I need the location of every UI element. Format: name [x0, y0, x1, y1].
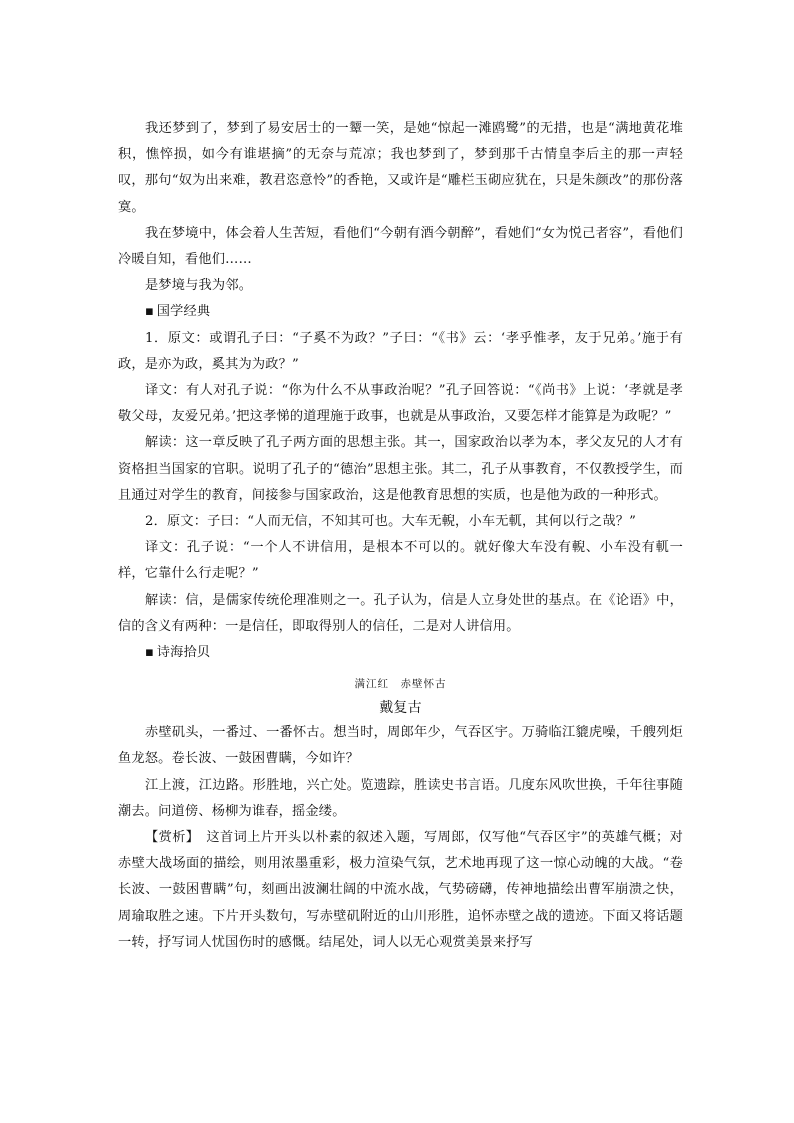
paragraph-translation-2: 译文：孔子说：“一个人不讲信用，是根本不可以的。就好像大车没有輗、小车没有軏一样，它靠什么行走呢？” [118, 540, 683, 582]
appreciation-paragraph: 【赏析】 这首词上片开头以朴素的叙述入题，写周郎，仅写他“气吞区宇”的英雄气概；对赤壁大战场面的描绘，则用浓墨重彩，极力渲染气氛，艺术地再现了这一惊心动魄的大战。“卷长波、一鼓困曹瞒”句，刻画出波澜壮阔的中流水战，气势磅礴，传神地描绘出曹军崩溃之快，周瑜取胜之速。下片开头数句，写赤壁矶附近的山川形胜，追怀赤壁之战的遗迹。下面又将话题一转，抒写词人忧国伤时的感慨。结尾处，词人以无心观赏美景来抒写 [118, 830, 683, 950]
section-heading-poetry-text: 诗海拾贝 [156, 645, 211, 661]
paragraph-translation-1: 译文：有人对孔子说：“你为什么不从事政治呢？”孔子回答说：“《尚书》上说：‘孝就是孝敬父母，友爱兄弟。’把这孝悌的道理施于政事，也就是从事政治，又要怎样才能算是为政呢？” [118, 383, 683, 425]
poem-stanza-1: 赤壁矶头，一番过、一番怀古。想当时，周郎年少，气吞区宇。万骑临江貔虎噪，千艘列炬鱼龙怒。卷长波、一鼓困曹瞒，今如许？ [118, 725, 683, 767]
section-heading-poetry [118, 640, 683, 666]
paragraph-original-1: 1．原文：或谓孔子曰：“子奚不为政？”子曰：“《书》云：‘孝乎惟孝，友于兄弟。’施于有政，是亦为政，奚其为为政？” [118, 330, 683, 372]
section-heading-classics [118, 299, 683, 325]
paragraph-interpretation-2: 解读：信，是儒家传统伦理准则之一。孔子认为，信是人立身处世的基点。在《论语》中，信的含义有两种：一是信任，即取得别人的信任，二是对人讲信用。 [118, 592, 683, 634]
poem-author: 戴复古 [379, 700, 422, 717]
paragraph-original-2: 2．原文：子曰：“人而无信，不知其可也。大车无輗，小车无軏，其何以行之哉？” [145, 514, 637, 530]
paragraph-interpretation-1: 解读：这一章反映了孔子两方面的思想主张。其一，国家政治以孝为本，孝父友兄的人才有资格担当国家的官职。说明了孔子的“德治”思想主张。其二，孔子从事教育，不仅教授学生，而且通过对学生的教育，间接参与国家政治，这是他教育思想的实质，也是他为政的一种形式。 [118, 435, 683, 503]
page-content [118, 116, 683, 956]
paragraph-dream-1: 我还梦到了，梦到了易安居士的一颦一笑，是她“惊起一滩鸥鹭”的无措，也是“满地黄花堆积，憔悴损，如今有谁堪摘”的无奈与荒凉；我也梦到了，梦到那千古情皇李后主的那一声轻叹，那句“奴为出来难，教君恣意怜”的香艳，又或许是“雕栏玉砌应犹在，只是朱颜改”的那份落寞。 [118, 121, 683, 215]
section-marker-icon: ▪ [145, 645, 155, 661]
section-marker-icon: ▪ [145, 304, 155, 320]
poem-title: 满江红 赤壁怀古 [354, 678, 447, 691]
paragraph-dream-2: 我在梦境中，体会着人生苦短，看他们“今朝有酒今朝醉”，看她们“女为悦己者容”，看他们冷暖自知，看他们…… [118, 225, 683, 268]
paragraph-dream-3: 是梦境与我为邻。 [145, 278, 253, 294]
poem-stanza-2: 江上渡，江边路。形胜地，兴亡处。览遗踪，胜读史书言语。几度东风吹世换，千年往事随潮去。问道傍、杨柳为谁春，摇金缕。 [118, 777, 683, 819]
section-heading-classics-text: 国学经典 [156, 304, 211, 320]
